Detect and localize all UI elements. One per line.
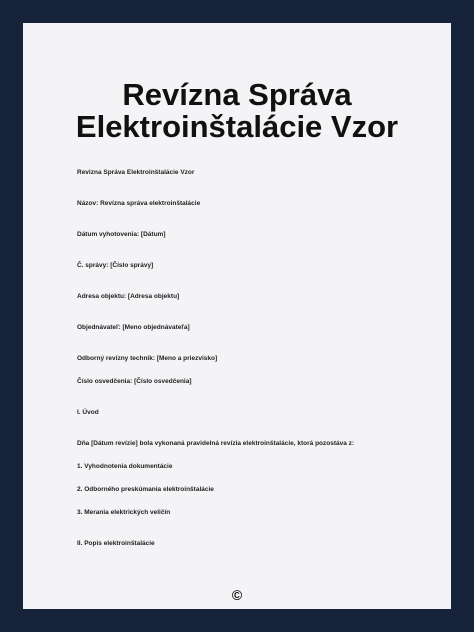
field-report-number: Č. správy: [Číslo správy]	[77, 262, 154, 269]
document-title	[23, 79, 451, 143]
title-line-1: Revízna Správa	[122, 77, 352, 112]
copyright-icon: ©	[231, 587, 243, 603]
list-item-1: 1. Vyhodnotenia dokumentácie	[77, 463, 173, 470]
list-item-2: 2. Odborného preskúmania elektroinštalácie	[77, 486, 214, 493]
section-description: II. Popis elektroinštalácie	[77, 540, 155, 547]
field-date: Dátum vyhotovenia: [Dátum]	[77, 231, 166, 238]
intro-paragraph: Dňa [Dátum revízie] bola vykonaná pravidelná revízia elektroinštalácie, ktorá pozostáva z:	[77, 440, 355, 447]
field-object-address: Adresa objektu: [Adresa objektu]	[77, 293, 180, 300]
field-certificate-number: Číslo osvedčenia: [Číslo osvedčenia]	[77, 378, 192, 385]
document-page	[23, 23, 451, 609]
section-introduction: I. Úvod	[77, 409, 99, 416]
doc-heading: Revizna Správa Elektroinštalácie Vzor	[77, 169, 195, 176]
field-technician: Odborný revízny technik: [Meno a priezvisko]	[77, 355, 218, 362]
title-line-2: Elektroinštalácie Vzor	[75, 109, 399, 144]
list-item-3: 3. Merania elektrických veličín	[77, 509, 171, 516]
field-client: Objednávateľ: [Meno objednávateľa]	[77, 324, 190, 331]
field-name: Názov: Revízna správa elektroinštalácie	[77, 200, 201, 207]
